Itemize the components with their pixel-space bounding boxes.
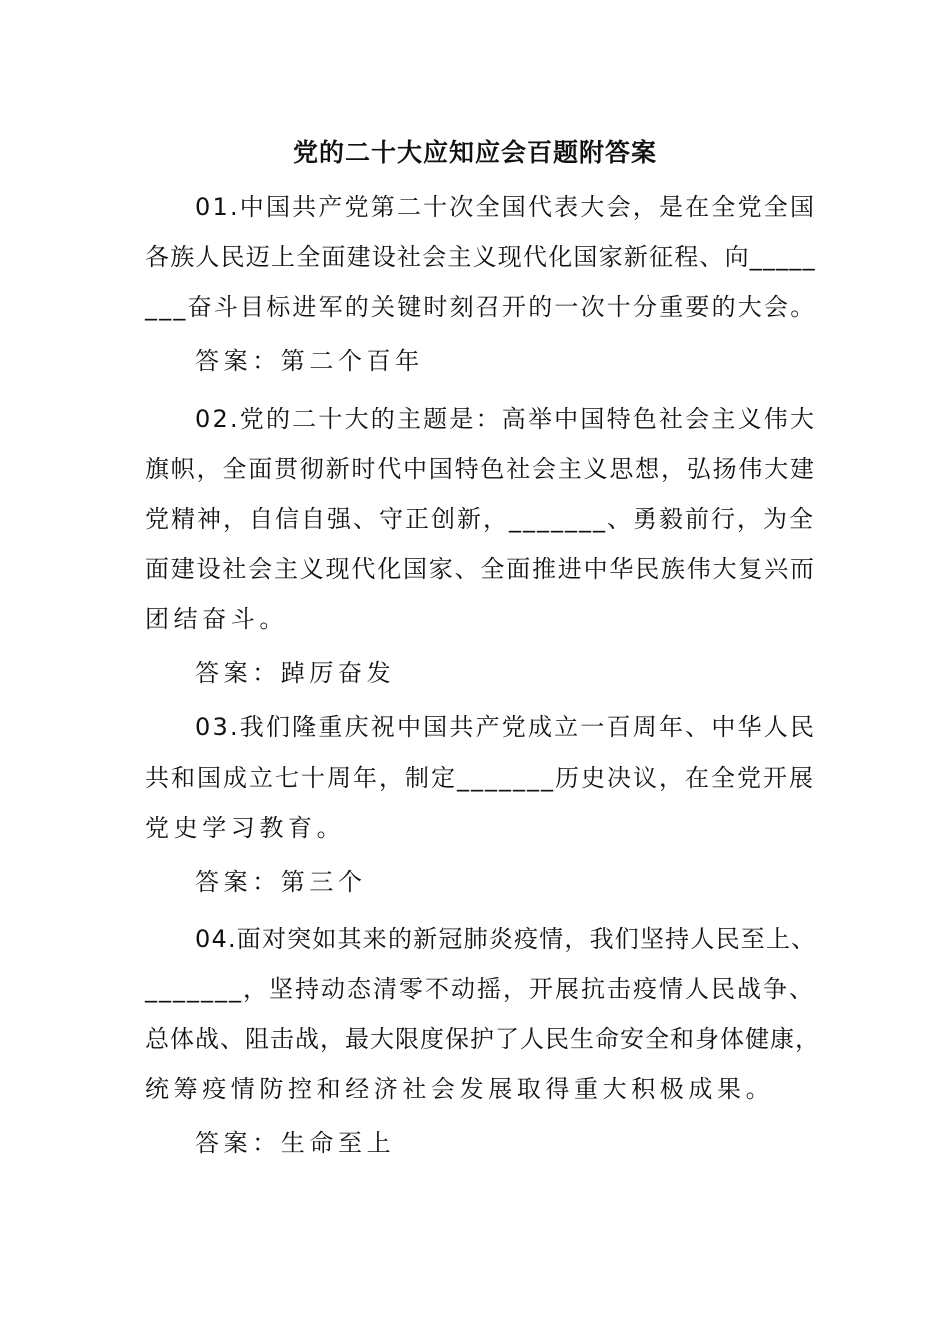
answer-02: 答案：踔厉奋发 [195, 659, 396, 687]
question-04-line-3: 总体战、阻击战，最大限度保护了人民生命安全和身体健康， [145, 1025, 820, 1053]
question-04-line-2: _______，坚持动态清零不动摇，开展抗击疫情人民战争、 [145, 975, 815, 1003]
question-02-line-3: 党精神，自信自强、守正创新，_______、勇毅前行，为全 [145, 505, 815, 533]
answer-03: 答案：第三个 [195, 868, 367, 896]
question-03-line-1: 03.我们隆重庆祝中国共产党成立一百周年、中华人民 [195, 713, 817, 741]
answer-01: 答案：第二个百年 [195, 347, 424, 375]
question-02-line-4: 面建设社会主义现代化国家、全面推进中华民族伟大复兴而 [145, 555, 816, 583]
question-04-line-1: 04.面对突如其来的新冠肺炎疫情，我们坚持人民至上、 [195, 925, 817, 953]
document-title: 党的二十大应知应会百题附答案 [292, 138, 657, 167]
question-03-line-3: 党史学习教育。 [145, 814, 346, 842]
question-02-line-5: 团结奋斗。 [145, 605, 288, 633]
question-01-line-2: 各族人民迈上全面建设社会主义现代化国家新征程、向_____ [145, 243, 816, 271]
question-04-line-4: 统筹疫情防控和经济社会发展取得重大积极成果。 [145, 1075, 775, 1103]
question-01-line-3: ___奋斗目标进军的关键时刻召开的一次十分重要的大会。 [145, 293, 817, 321]
question-02-line-2: 旗帜，全面贯彻新时代中国特色社会主义思想，弘扬伟大建 [145, 455, 816, 483]
question-03-line-2: 共和国成立七十周年，制定_______历史决议，在全党开展 [145, 764, 815, 792]
question-01-line-1: 01.中国共产党第二十次全国代表大会，是在全党全国 [195, 193, 817, 221]
question-02-line-1: 02.党的二十大的主题是：高举中国特色社会主义伟大 [195, 405, 817, 433]
answer-04: 答案：生命至上 [195, 1129, 396, 1157]
